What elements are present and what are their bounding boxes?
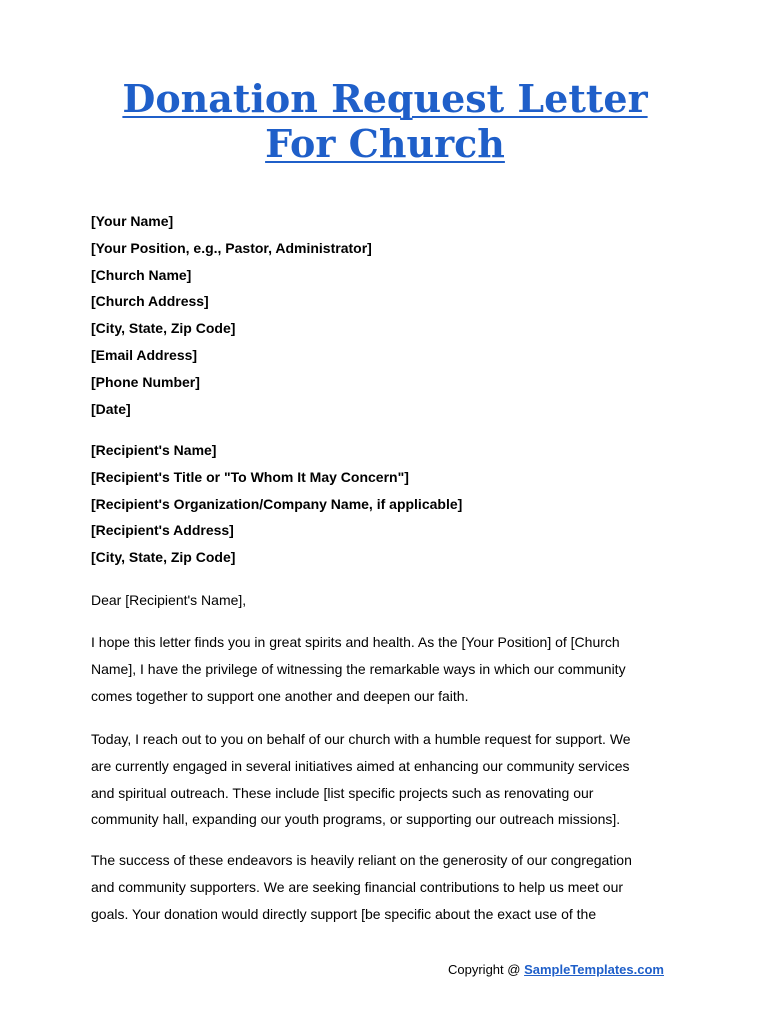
paragraph-line: comes together to support one another and deepen our faith. (91, 687, 469, 704)
paragraph-line: I hope this letter finds you in great spirits and health. As the [Your Position] of [Church (91, 634, 620, 650)
recipient-address: [Recipient's Address] (91, 522, 234, 539)
paragraph-line: community hall, expanding our youth programs, or supporting our outreach missions]. (91, 811, 621, 828)
sender-city-state-zip: [City, State, Zip Code] (91, 320, 236, 337)
recipient-name: [Recipient's Name] (91, 442, 217, 458)
recipient-organization: [Recipient's Organization/Company Name, if applicable] (91, 495, 463, 512)
sender-date: [Date] (91, 400, 131, 417)
paragraph-3 (91, 847, 691, 927)
paragraph-1 (91, 629, 691, 709)
sender-phone: [Phone Number] (91, 373, 200, 390)
document-title (0, 76, 770, 166)
paragraph-line: and community supporters. We are seeking financial contributions to help us meet our (91, 878, 624, 895)
title-line-1: Donation Request Letter (122, 76, 648, 121)
sender-block (91, 208, 691, 422)
paragraph-2 (91, 726, 691, 833)
footer-copyright (448, 960, 664, 980)
sender-name: [Your Name] (91, 213, 174, 229)
copyright-link[interactable]: SampleTemplates.com (524, 962, 664, 977)
recipient-title: [Recipient's Title or "To Whom It May Concern"] (91, 468, 409, 485)
paragraph-line: The success of these endeavors is heavily reliant on the generosity of our congregation (91, 852, 632, 868)
title-line-2: For Church (265, 121, 505, 166)
sender-church-address: [Church Address] (91, 293, 209, 310)
paragraph-line: Name], I have the privilege of witnessing the remarkable ways in which our community (91, 660, 626, 677)
paragraph-line: Today, I reach out to you on behalf of our church with a humble request for support. We (91, 731, 631, 747)
salutation-block (91, 587, 691, 614)
recipient-city-state-zip: [City, State, Zip Code] (91, 549, 236, 566)
copyright-text: Copyright @ (448, 962, 525, 977)
recipient-block (91, 437, 691, 571)
paragraph-line: are currently engaged in several initiatives aimed at enhancing our community services (91, 757, 630, 774)
paragraph-line: and spiritual outreach. These include [list specific projects such as renovating our (91, 784, 594, 801)
sender-position: [Your Position, e.g., Pastor, Administrator] (91, 239, 372, 256)
salutation: Dear [Recipient's Name], (91, 592, 247, 608)
paragraph-line: goals. Your donation would directly support [be specific about the exact use of the (91, 905, 597, 922)
sender-church-name: [Church Name] (91, 266, 192, 283)
sender-email: [Email Address] (91, 346, 198, 363)
